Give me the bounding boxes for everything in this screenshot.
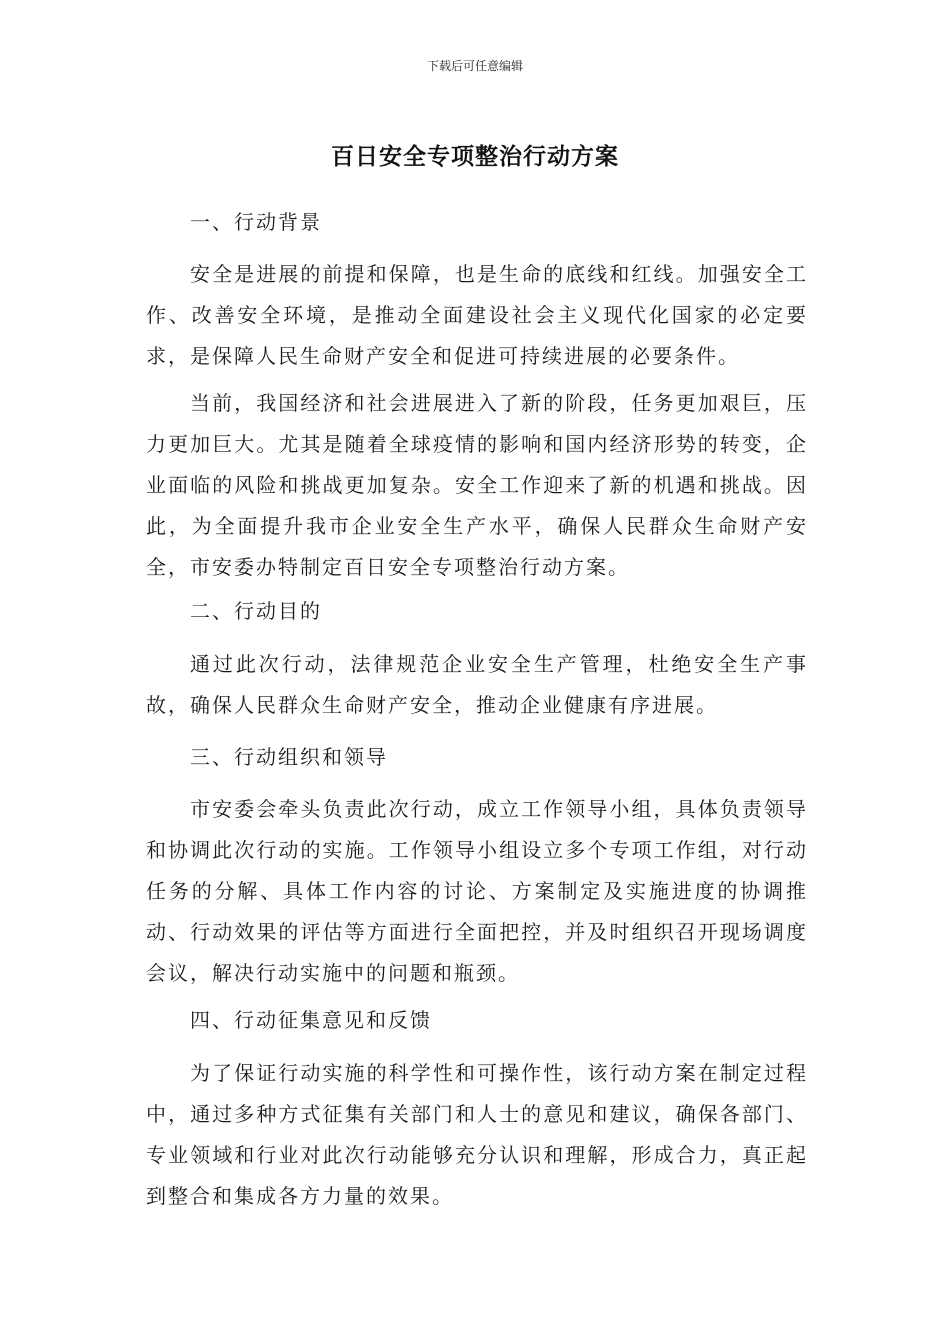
paragraph-feedback: 为了保证行动实施的科学性和可操作性，该行动方案在制定过程中，通过多种方式征集有关部门和人士的意见和建议，确保各部门、专业领域和行业对此次行动能够充分认识和理解，形成合力，真正起到整合和集成各方力量的效果。 bbox=[146, 1061, 808, 1208]
section-heading-feedback: 四、行动征集意见和反馈 bbox=[190, 1008, 432, 1032]
section-heading-purpose: 二、行动目的 bbox=[190, 599, 322, 623]
section-heading-background: 一、行动背景 bbox=[190, 210, 322, 234]
paragraph-background-2: 当前，我国经济和社会进展进入了新的阶段，任务更加艰巨，压力更加巨大。尤其是随着全球疫情的影响和国内经济形势的转变，企业面临的风险和挑战更加复杂。安全工作迎来了新的机遇和挑战。因此，为全面提升我市企业安全生产水平，确保人民群众生命财产安全，市安委办特制定百日安全专项整治行动方案。 bbox=[146, 391, 808, 579]
paragraph-purpose: 通过此次行动，法律规范企业安全生产管理，杜绝安全生产事故，确保人民群众生命财产安全，推动企业健康有序进展。 bbox=[146, 652, 808, 717]
paragraph-organization: 市安委会牵头负责此次行动，成立工作领导小组，具体负责领导和协调此次行动的实施。工作领导小组设立多个专项工作组，对行动任务的分解、具体工作内容的讨论、方案制定及实施进度的协调推动、行动效果的评估等方面进行全面把控，并及时组织召开现场调度会议，解决行动实施中的问题和瓶颈。 bbox=[146, 797, 808, 985]
document-title: 百日安全专项整治行动方案 bbox=[331, 144, 619, 170]
header-note: 下载后可任意编辑 bbox=[426, 59, 523, 73]
paragraph-background-1: 安全是进展的前提和保障，也是生命的底线和红线。加强安全工作、改善安全环境，是推动全面建设社会主义现代化国家的必定要求，是保障人民生命财产安全和促进可持续进展的必要条件。 bbox=[146, 262, 808, 368]
section-heading-organization: 三、行动组织和领导 bbox=[190, 745, 388, 769]
